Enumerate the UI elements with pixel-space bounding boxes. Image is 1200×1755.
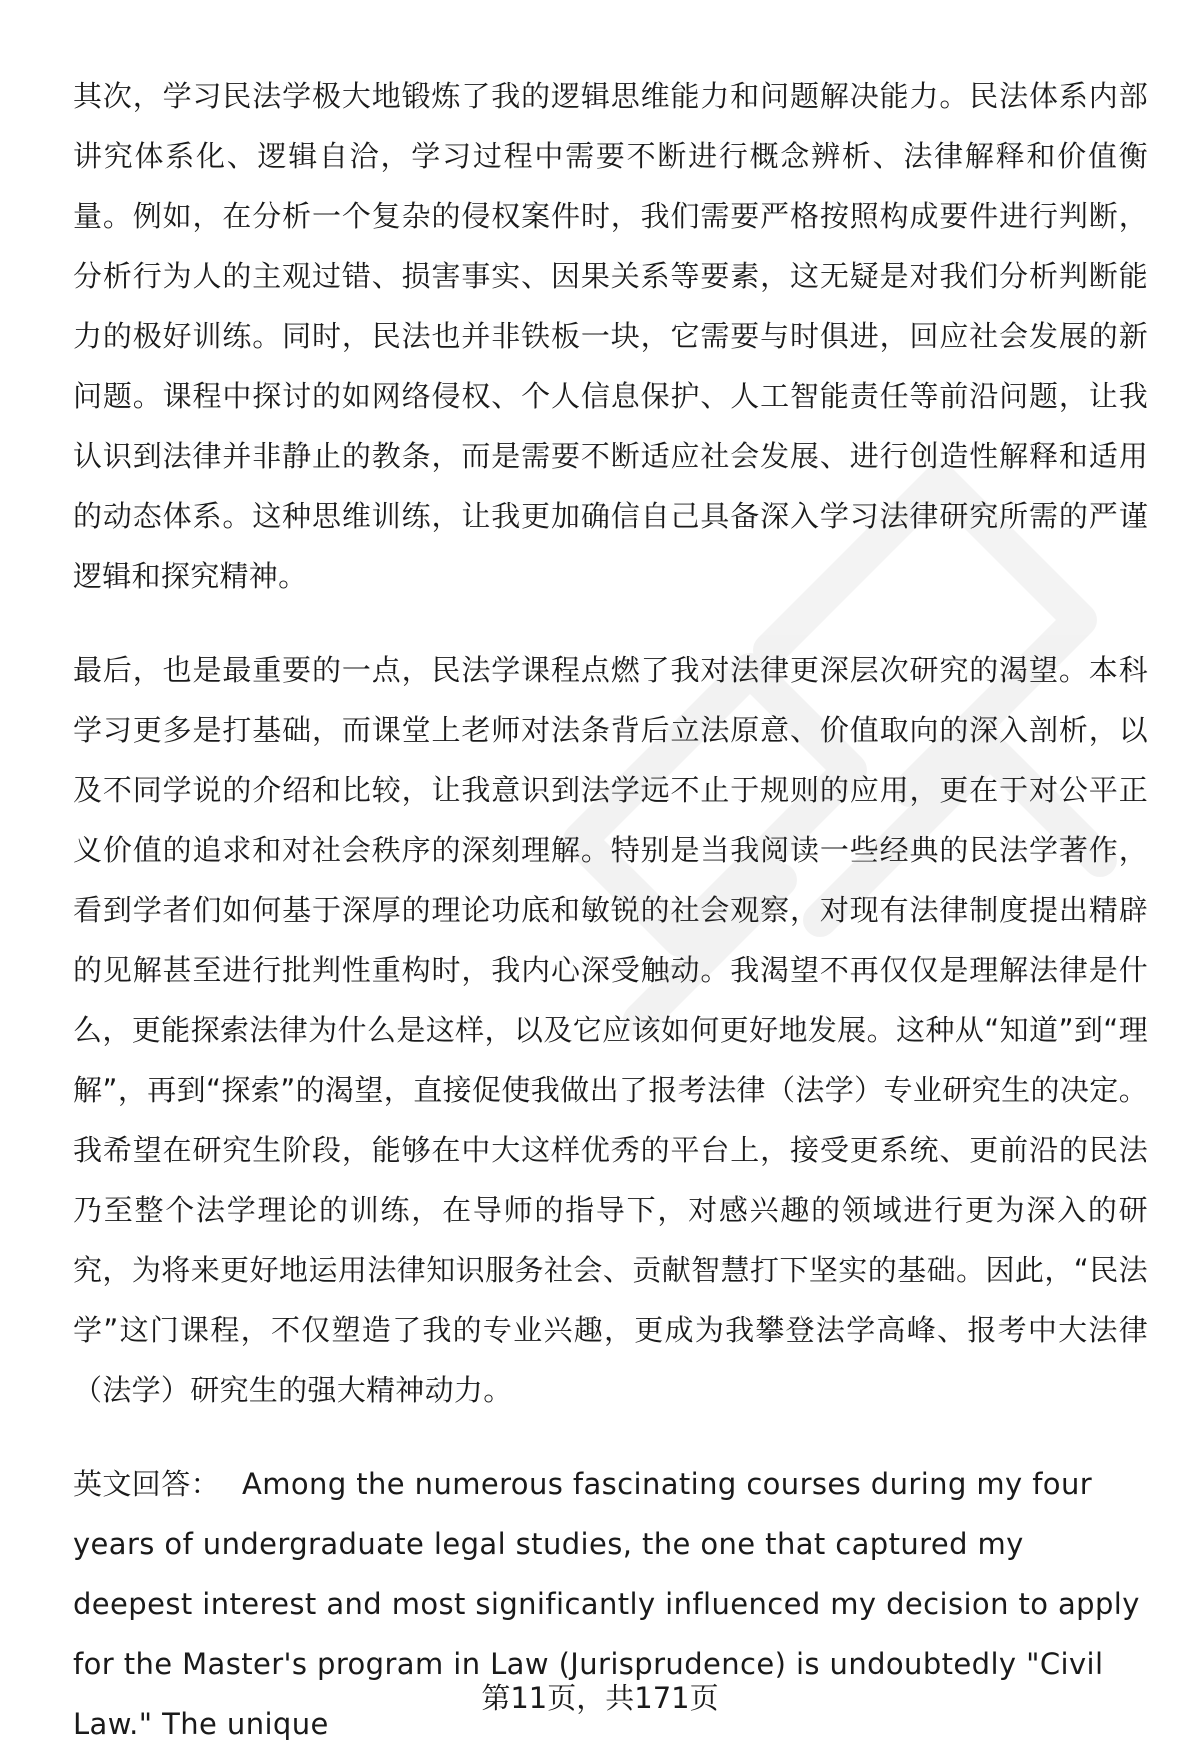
- paragraph-logic-training: 其次，学习民法学极大地锻炼了我的逻辑思维能力和问题解决能力。民法体系内部讲究体系化、逻辑自洽，学习过程中需要不断进行概念辨析、法律解释和价值衡量。例如，在分析一个复杂的侵权案件时，我们需要严格按照构成要件进行判断，分析行为人的主观过错、损害事实、因果关系等要素，这无疑是对我们分析判断能力的极好训练。同时，民法也并非铁板一块，它需要与时俱进，回应社会发展的新问题。课程中探讨的如网络侵权、个人信息保护、人工智能责任等前沿问题，让我认识到法律并非静止的教条，而是需要不断适应社会发展、进行创造性解释和适用的动态体系。这种思维训练，让我更加确信自己具备深入学习法律研究所需的严谨逻辑和探究精神。: [73, 79, 1148, 593]
- paragraph-research-aspiration: 最后，也是最重要的一点，民法学课程点燃了我对法律更深层次研究的渴望。本科学习更多是打基础，而课堂上老师对法条背后立法原意、价值取向的深入剖析，以及不同学说的介绍和比较，让我意识到法学远不止于规则的应用，更在于对公平正义价值的追求和对社会秩序的深刻理解。特别是当我阅读一些经典的民法学著作，看到学者们如何基于深厚的理论功底和敏锐的社会观察，对现有法律制度提出精辟的见解甚至进行批判性重构时，我内心深受触动。我渴望不再仅仅是理解法律是什么，更能探索法律为什么是这样，以及它应该如何更好地发展。这种从“知道”到“理解”，再到“探索”的渴望，直接促使我做出了报考法律（法学）专业研究生的决定。我希望在研究生阶段，能够在中大这样优秀的平台上，接受更系统、更前沿的民法乃至整个法学理论的训练，在导师的指导下，对感兴趣的领域进行更为深入的研究，为将来更好地运用法律知识服务社会、贡献智慧打下坚实的基础。因此，“民法学”这门课程，不仅塑造了我的专业兴趣，更成为我攀登法学高峰、报考中大法律（法学）研究生的强大精神动力。: [73, 653, 1148, 1407]
- paragraph-spacer: [73, 606, 1148, 640]
- page-number: 第11页，共171页: [481, 1681, 719, 1715]
- english-answer-text: Among the numerous fascinating courses during my four years of undergraduate legal studies, the one that captured my deepest interest and most significantly influenced my decision to apply for the Master's program in Law (Jurisprudence) is undoubtedly "Civil Law." The unique: [73, 1467, 1140, 1741]
- document-body: [73, 66, 1148, 1754]
- paragraph-spacer: [73, 1420, 1148, 1454]
- english-answer-label: 英文回答：: [73, 1467, 221, 1501]
